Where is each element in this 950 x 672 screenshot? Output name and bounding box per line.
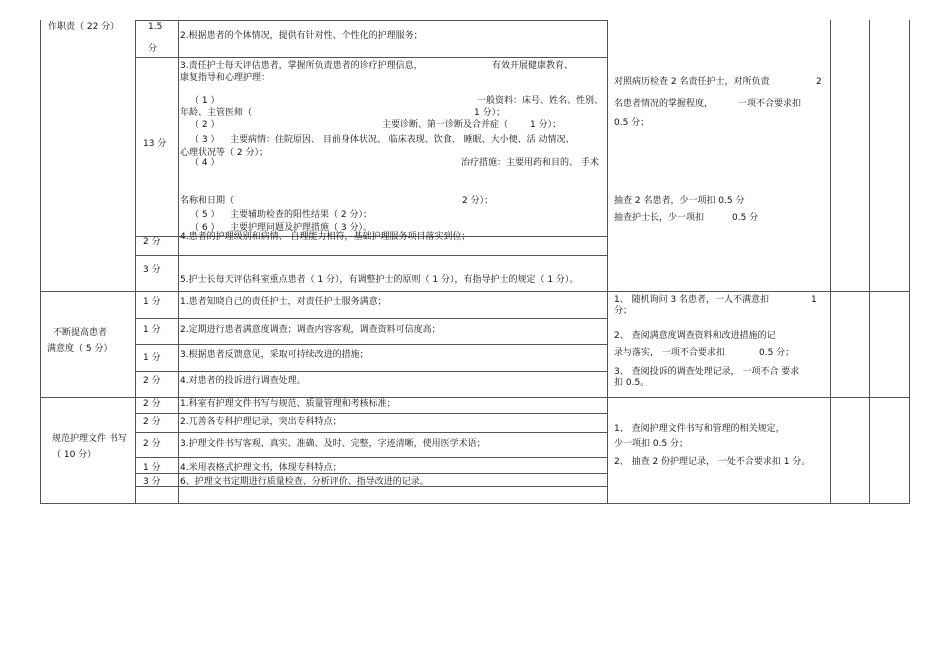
item-text: 名称和日期（: [180, 196, 235, 206]
row-line: [135, 318, 607, 319]
item-text: （ 2 ）: [190, 120, 220, 130]
check-method-text: 0.5 分；: [614, 118, 650, 128]
item-text: （ 5 ）: [190, 210, 220, 220]
check-method-text: 1: [811, 295, 817, 305]
check-method-text: 少一项扣 0.5 分；: [614, 439, 689, 449]
row-line: [135, 371, 607, 372]
item-text: 2.定期进行患者满意度调查；调查内容客观，调查资料可信度高；: [180, 325, 441, 335]
item-text: 有效开展健康教育、: [492, 61, 574, 71]
row-line: [135, 413, 607, 414]
item-text: 康复指导和心理护理：: [180, 73, 271, 83]
item-text: 5.护士长每天评估科室重点患者（ 1 分），有调整护士的原则（ 1 分），有指导护士的规定（ 1 分）。: [180, 275, 579, 285]
item-text: 主要辅助检查的阳性结果（ 2 分）；: [230, 210, 372, 220]
section-name: 作职责（ 22 分）: [48, 22, 120, 32]
score-cell: 1 分: [143, 325, 161, 335]
item-text: 3.根据患者反馈意见，采取可持续改进的措施；: [180, 350, 369, 360]
item-text: 主要护理问题及护理措施（ 3 分）。: [230, 223, 372, 233]
row-line: [135, 20, 607, 21]
check-method-text: 3、 查阅投诉的调查处理记录， 一项不合 要求: [614, 367, 800, 377]
score-cell: 1 分: [143, 297, 161, 307]
score-cell: 2 分: [143, 237, 161, 247]
item-text: 主要诊断、第一诊断及合并症（: [382, 120, 509, 130]
check-method-text: 一项不合要求扣: [738, 99, 802, 109]
check-method-text: 2: [816, 77, 822, 87]
item-text: （ 4 ）: [190, 158, 220, 168]
check-method-text: 名患者情况的掌握程度，: [614, 99, 714, 109]
item-text: 3.护理文件书写客观、真实、准确、及时、完整，字迹清晰，使用医学术语；: [180, 439, 486, 449]
check-method-text: 对照病历检查 2 名责任护士，对所负责: [614, 77, 770, 87]
score-cell: 3 分: [143, 477, 161, 487]
item-text: 2.兀善各专科护理记录，突出专科特点；: [180, 417, 342, 427]
check-method-text: 2、 抽查 2 份护理记录， 一处不合要求扣 1 分。: [614, 457, 811, 467]
item-text: （ 1 ）: [190, 96, 220, 106]
item-text: 2.根据患者的个体情况，提供有针对性、个性化的护理服务；: [180, 31, 423, 41]
item-text: 1 分）；: [530, 120, 562, 130]
row-line: [135, 255, 607, 256]
row-line: [135, 457, 607, 458]
item-text: （ 3 ）: [190, 135, 220, 145]
score-cell: 1 分: [143, 463, 161, 473]
item-text: 2 分）；: [462, 196, 494, 206]
score-cell: 2 分: [143, 399, 161, 409]
score-cell: 分: [148, 44, 158, 54]
table-border-bottom: [40, 503, 910, 504]
score-cell: 2 分: [143, 417, 161, 427]
score-cell: 1.5: [148, 22, 163, 32]
check-method-text: 1、 查阅护理文件书写和管理的相关规定，: [614, 424, 785, 434]
item-text: 一般资料：床号、姓名、性别、: [477, 96, 604, 106]
table-border-left: [40, 20, 41, 504]
item-text: 4.对患者的投诉进行调查处理。: [180, 376, 306, 386]
table-border-right: [909, 20, 910, 504]
check-method-text: 抽查护士长，少一项扣: [614, 213, 705, 223]
section-name: 规范护理文件 书写: [52, 434, 127, 444]
section-name: （ 10 分）: [52, 450, 97, 460]
item-text: 1.科室有护理文件书写与规范、质量管理和考核标准；: [180, 399, 396, 409]
item-text: （ 6 ）: [190, 223, 220, 233]
check-method-text: 分；: [614, 306, 633, 316]
item-text: 1 分）；: [474, 108, 506, 118]
row-line: [135, 344, 607, 345]
score-cell: 13 分: [143, 139, 167, 149]
item-text: 主要病情：住院原因、 目前身体状况、 临床表现、饮食、 睡眠、大小便、活 动情况、: [230, 135, 575, 145]
item-text: 3.责任护士每天评估患者，掌握所负责患者的诊疗护理信息，: [180, 61, 423, 71]
check-method-text: 0.5 分；: [759, 348, 795, 358]
item-text: 4.米用表格式护理文书，体现专科特点；: [180, 463, 342, 473]
check-method-text: 录与落实， 一项不合要求扣: [614, 348, 725, 358]
col-divider-4: [830, 20, 831, 504]
item-text: 年龄、主管医师（: [180, 108, 253, 118]
section-name: 满意度（ 5 分）: [47, 344, 113, 354]
col-divider-5: [869, 20, 870, 504]
score-cell: 1 分: [143, 353, 161, 363]
row-line: [135, 432, 607, 433]
score-cell: 2 分: [143, 439, 161, 449]
item-text: 1.患者知晓自己的责任护士，对责任护士服务满意；: [180, 297, 387, 307]
score-cell: 3 分: [143, 265, 161, 275]
col-divider-check: [607, 20, 608, 504]
item-text: 治疗措施：主要用药和目的、 手术: [461, 158, 599, 168]
item-text: 4.患者的护理级别和病情、 自理能力相符，基础护理服务项目落实到位；: [180, 232, 471, 242]
section-boundary: [40, 291, 910, 292]
section-name: 不断提高患者: [53, 328, 108, 338]
item-text: 6、护理文书定期进行质量检查、分析评价、指导改进的记录。: [180, 477, 429, 487]
check-method-text: 扣 0.5。: [614, 378, 650, 388]
row-line: [135, 57, 607, 58]
item-text: 心理状况等（ 2 分）；: [180, 148, 268, 158]
score-cell: 2 分: [143, 376, 161, 386]
check-method-text: 抽查 2 名患者，少一项扣 0.5 分: [614, 196, 745, 206]
check-method-text: 1、 随机询问 3 名患者，一人不满意扣: [614, 295, 770, 305]
check-method-text: 0.5 分: [732, 213, 759, 223]
section-boundary: [40, 397, 910, 398]
check-method-text: 2、 查阅满意度调查资料和改进措施的记: [614, 331, 776, 341]
